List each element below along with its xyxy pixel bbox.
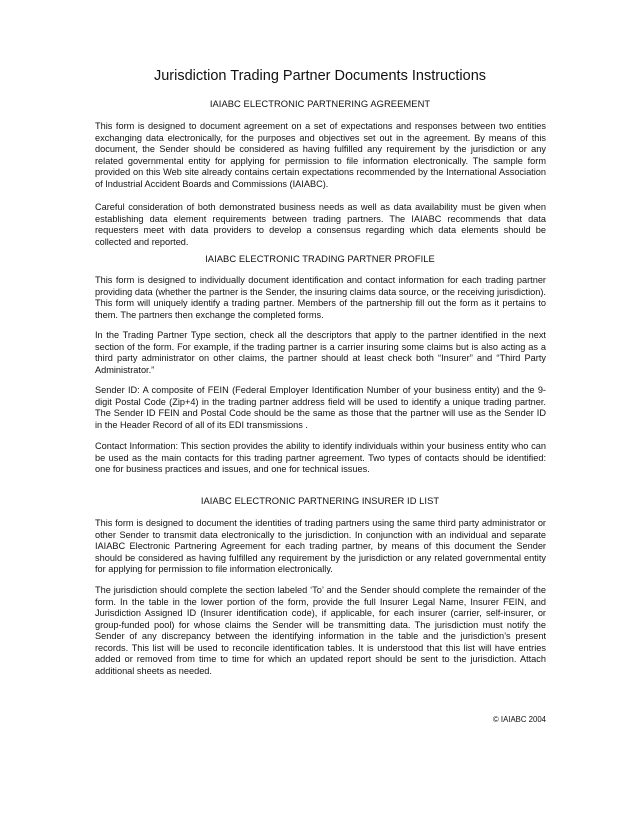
section-heading-partnering-agreement: IAIABC ELECTRONIC PARTNERING AGREEMENT (209, 98, 431, 109)
copyright-footer: © IAIABC 2004 (493, 715, 546, 724)
paragraph-insurer-list-instructions: The jurisdiction should complete the section labeled ‘To’ and the Sender should complete the remainder of the form. In the table in the lower portion of the form, provide the full Insurer Legal Name, Insurer FEIN, and Jurisdiction Assigned ID (Insurer identification code), if applicable, for each insurer (carrier, self-insurer, or group-funded pool) for whose claims the Sender will be transmitting data. The jurisdiction must notify the Sender of any discrepancy between the identifying information in the table and the jurisdiction’s present records. This list will be used to reconcile identification tables. It is understood that this list will have entries added or removed from time to time for which an updated report should be sent to the jurisdiction. Attach additional sheets as needed. (95, 585, 546, 676)
paragraph-insurer-list-purpose: This form is designed to document the identities of trading partners using the same third party administrator or other Sender to transmit data electronically to the jurisdiction. In conjunction with an individual and separate IAIABC Electronic Partnering Agreement for each trading partner, by means of this document the Sender should be considered as having fulfilled any requirement by the jurisdiction or any related governmental entity for applying for permission to file information electronically. (95, 518, 546, 575)
paragraph-agreement-purpose: This form is designed to document agreement on a set of expectations and responses between two entities exchanging data electronically, for the purposes and objectives set out in the agreement. By means of this document, the Sender should be considered as having fulfilled any requirement by the jurisdiction or any related governmental entity for applying for permission to file information electronically. The sample form provided on this Web site already contains certain expectations recommended by the International Association of Industrial Accident Boards and Commissions (IAIABC). (95, 121, 546, 189)
paragraph-trading-partner-type: In the Trading Partner Type section, check all the descriptors that apply to the partner identified in the next section of the form. For example, if the trading partner is a carrier insuring some claims but is also acting as a third party administrator on other claims, the partner should at least check both “Insurer” and “Third Party Administrator.” (95, 330, 546, 375)
paragraph-contact-information: Contact Information: This section provides the ability to identify individuals within your business entity who can be used as the main contacts for this trading partner agreement. Two types of contacts should be identified: one for business practices and issues, and one for technical issues. (95, 441, 546, 475)
paragraph-data-consideration: Careful consideration of both demonstrated business needs as well as data availability must be given when establishing data element requirements between trading partners. The IAIABC recommends that data requesters meet with data providers to develop a consensus regarding which data elements should be collected and reported. (95, 202, 546, 247)
section-heading-trading-partner-profile: IAIABC ELECTRONIC TRADING PARTNER PROFILE (205, 253, 435, 264)
paragraph-sender-id: Sender ID: A composite of FEIN (Federal Employer Identification Number of your business entity) and the 9-digit Postal Code (Zip+4) in the trading partner address field will be used to identify a unique trading partner. The Sender ID FEIN and Postal Code should be the same as those that the partner will use as the Sender ID in the Header Record of all of its EDI transmissions . (95, 385, 546, 430)
page-title: Jurisdiction Trading Partner Documents Instructions (153, 68, 487, 84)
section-heading-insurer-id-list: IAIABC ELECTRONIC PARTNERING INSURER ID LIST (200, 495, 440, 506)
paragraph-profile-purpose: This form is designed to individually document identification and contact information for each trading partner providing data (whether the partner is the Sender, the insuring claims data source, or the receiving jurisdiction). This form will uniquely identify a trading partner. Members of the partnership fill out the form as it pertains to them. The partners then exchange the completed forms. (95, 275, 546, 320)
